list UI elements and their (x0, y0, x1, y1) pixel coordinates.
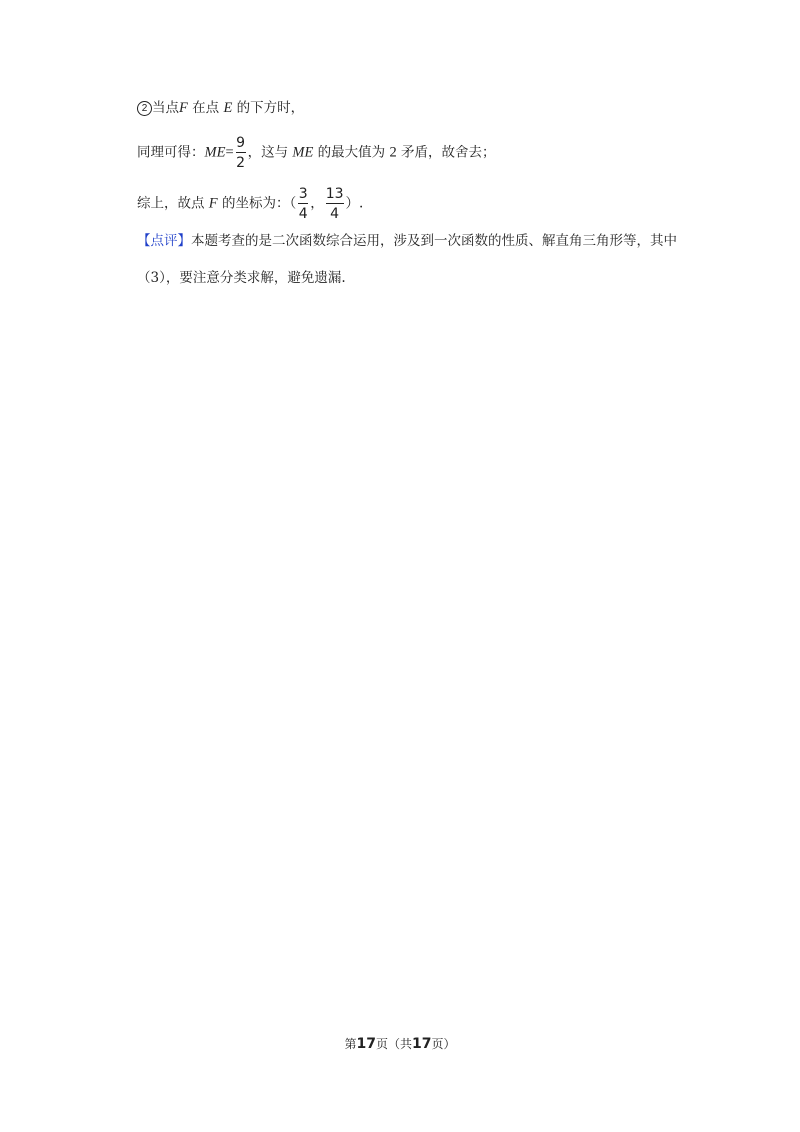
variable-me: ME (292, 144, 314, 161)
text: ）. (345, 195, 364, 212)
solution-line-conclusion (137, 186, 363, 222)
footer-text: 页（共 (375, 1037, 412, 1051)
fraction-denominator: 4 (330, 206, 340, 222)
footer-text: 页） (431, 1037, 456, 1051)
text: ，这与 (247, 144, 293, 161)
variable-f: F (179, 100, 188, 116)
number: 2 (389, 144, 397, 161)
fraction-9-over-2 (236, 135, 246, 171)
text: 在点 (187, 100, 224, 116)
variable-f: F (208, 195, 218, 212)
separator: ， (310, 195, 324, 212)
solution-line-contradiction (137, 135, 496, 171)
total-pages: 17 (412, 1036, 432, 1052)
text: 同理可得： (137, 144, 205, 161)
review-text: 本题考查的是二次函数综合运用，涉及到一次函数的性质、解直角三角形等，其中 (191, 233, 677, 249)
fraction-numerator: 3 (298, 186, 308, 202)
variable-e: E (223, 100, 233, 116)
text: 综上，故点 (137, 195, 209, 212)
text: 矛盾，故舍去； (396, 144, 496, 161)
fraction-bar (236, 152, 246, 153)
fraction-13-over-4 (326, 186, 344, 222)
fraction-numerator: 9 (236, 135, 246, 151)
fraction-denominator: 2 (236, 155, 246, 171)
fraction-3-over-4 (298, 186, 308, 222)
review-tag: 【点评】 (137, 233, 191, 249)
footer-text: 第 (344, 1037, 357, 1051)
review-line-2 (137, 268, 346, 288)
text: 当点 (152, 100, 179, 116)
circled-number-marker: 2 (137, 101, 152, 116)
equals-sign: = (225, 144, 234, 161)
page-footer (0, 1035, 800, 1052)
fraction-denominator: 4 (298, 206, 308, 222)
solution-line-case-2 (137, 98, 304, 118)
fraction-numerator: 13 (325, 186, 344, 202)
text: 的最大值为 (313, 144, 390, 161)
text: 的下方时， (232, 100, 305, 116)
variable-me: ME (204, 144, 226, 161)
text: 的坐标为：（ (217, 195, 297, 212)
fraction-bar (326, 203, 344, 204)
page-number: 17 (356, 1036, 376, 1052)
review-line-1 (137, 231, 677, 251)
review-text: （3），要注意分类求解，避免遗漏. (137, 270, 346, 286)
fraction-bar (298, 203, 308, 204)
